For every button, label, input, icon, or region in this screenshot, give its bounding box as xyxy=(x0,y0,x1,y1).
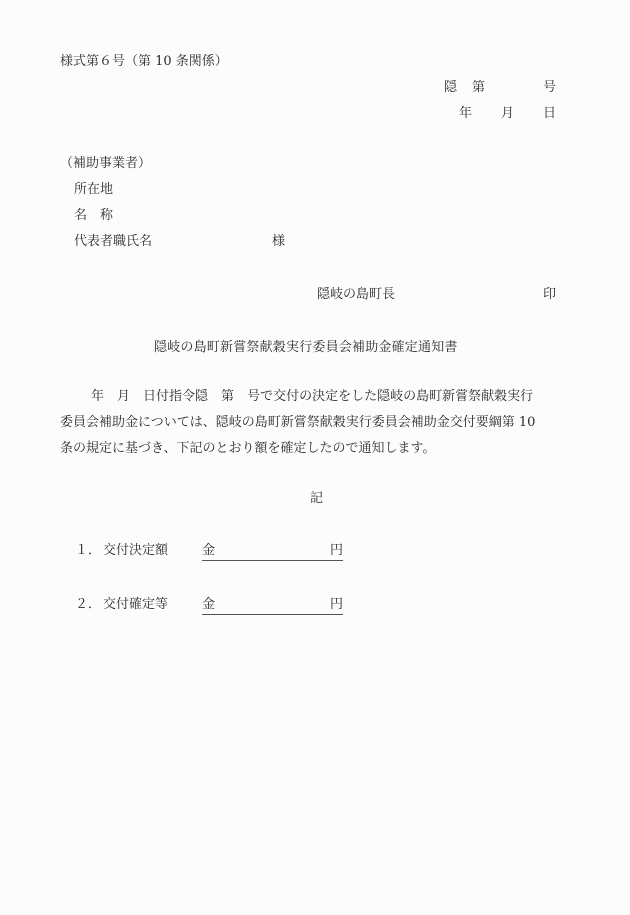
issuer-name: 隠岐の島町長 xyxy=(317,287,396,302)
doc-number-dai: 第 xyxy=(472,80,486,95)
date-day: 日 xyxy=(543,106,557,121)
issuer-seal: 印 xyxy=(543,287,557,302)
doc-number-prefix: 隠 xyxy=(444,80,458,95)
item-label: 交付確定等 xyxy=(103,597,169,612)
currency-prefix: 金 xyxy=(202,597,216,612)
date-year: 年 xyxy=(459,106,473,121)
body-month: 月 xyxy=(117,389,131,404)
body-dai: 第 xyxy=(221,389,235,404)
body-day-ref: 日付指令隠 xyxy=(143,389,209,404)
recipient-address-label: 所在地 xyxy=(74,182,114,197)
body-line-3: 条の規定に基づき、下記のとおり額を確定したので通知します。 xyxy=(60,441,436,456)
name-label-part2: 称 xyxy=(100,208,114,223)
amount-field[interactable] xyxy=(202,544,343,561)
item-number: ２． xyxy=(75,597,102,612)
recipient-name-label xyxy=(74,209,113,222)
recipient-honorific: 様 xyxy=(272,234,286,249)
currency-suffix: 円 xyxy=(329,543,343,558)
amount-field[interactable] xyxy=(202,598,343,615)
recipient-heading: （補助事業者） xyxy=(60,156,152,171)
recipient-representative-label: 代表者職氏名 xyxy=(74,234,153,249)
item-label: 交付決定額 xyxy=(103,543,169,558)
body-line-2: 委員会補助金については、隠岐の島町新嘗祭献穀実行委員会補助金交付要綱第 10 xyxy=(60,415,536,430)
form-number: 様式第６号（第 10 条関係） xyxy=(60,54,228,69)
body-line-1 xyxy=(60,384,560,410)
document-title: 隠岐の島町新嘗祭献穀実行委員会補助金確定通知書 xyxy=(154,340,458,355)
doc-number-go: 号 xyxy=(543,80,557,95)
ki-heading: 記 xyxy=(310,491,324,506)
body-year: 年 xyxy=(91,389,105,404)
currency-suffix: 円 xyxy=(329,597,343,612)
body-paragraph xyxy=(60,384,560,462)
currency-prefix: 金 xyxy=(202,543,216,558)
body-line1-rest: 号で交付の決定をした隠岐の島町新嘗祭献穀実行 xyxy=(247,389,534,404)
name-label-part1: 名 xyxy=(74,208,88,223)
item-number: １． xyxy=(75,543,102,558)
date-month: 月 xyxy=(501,106,515,121)
